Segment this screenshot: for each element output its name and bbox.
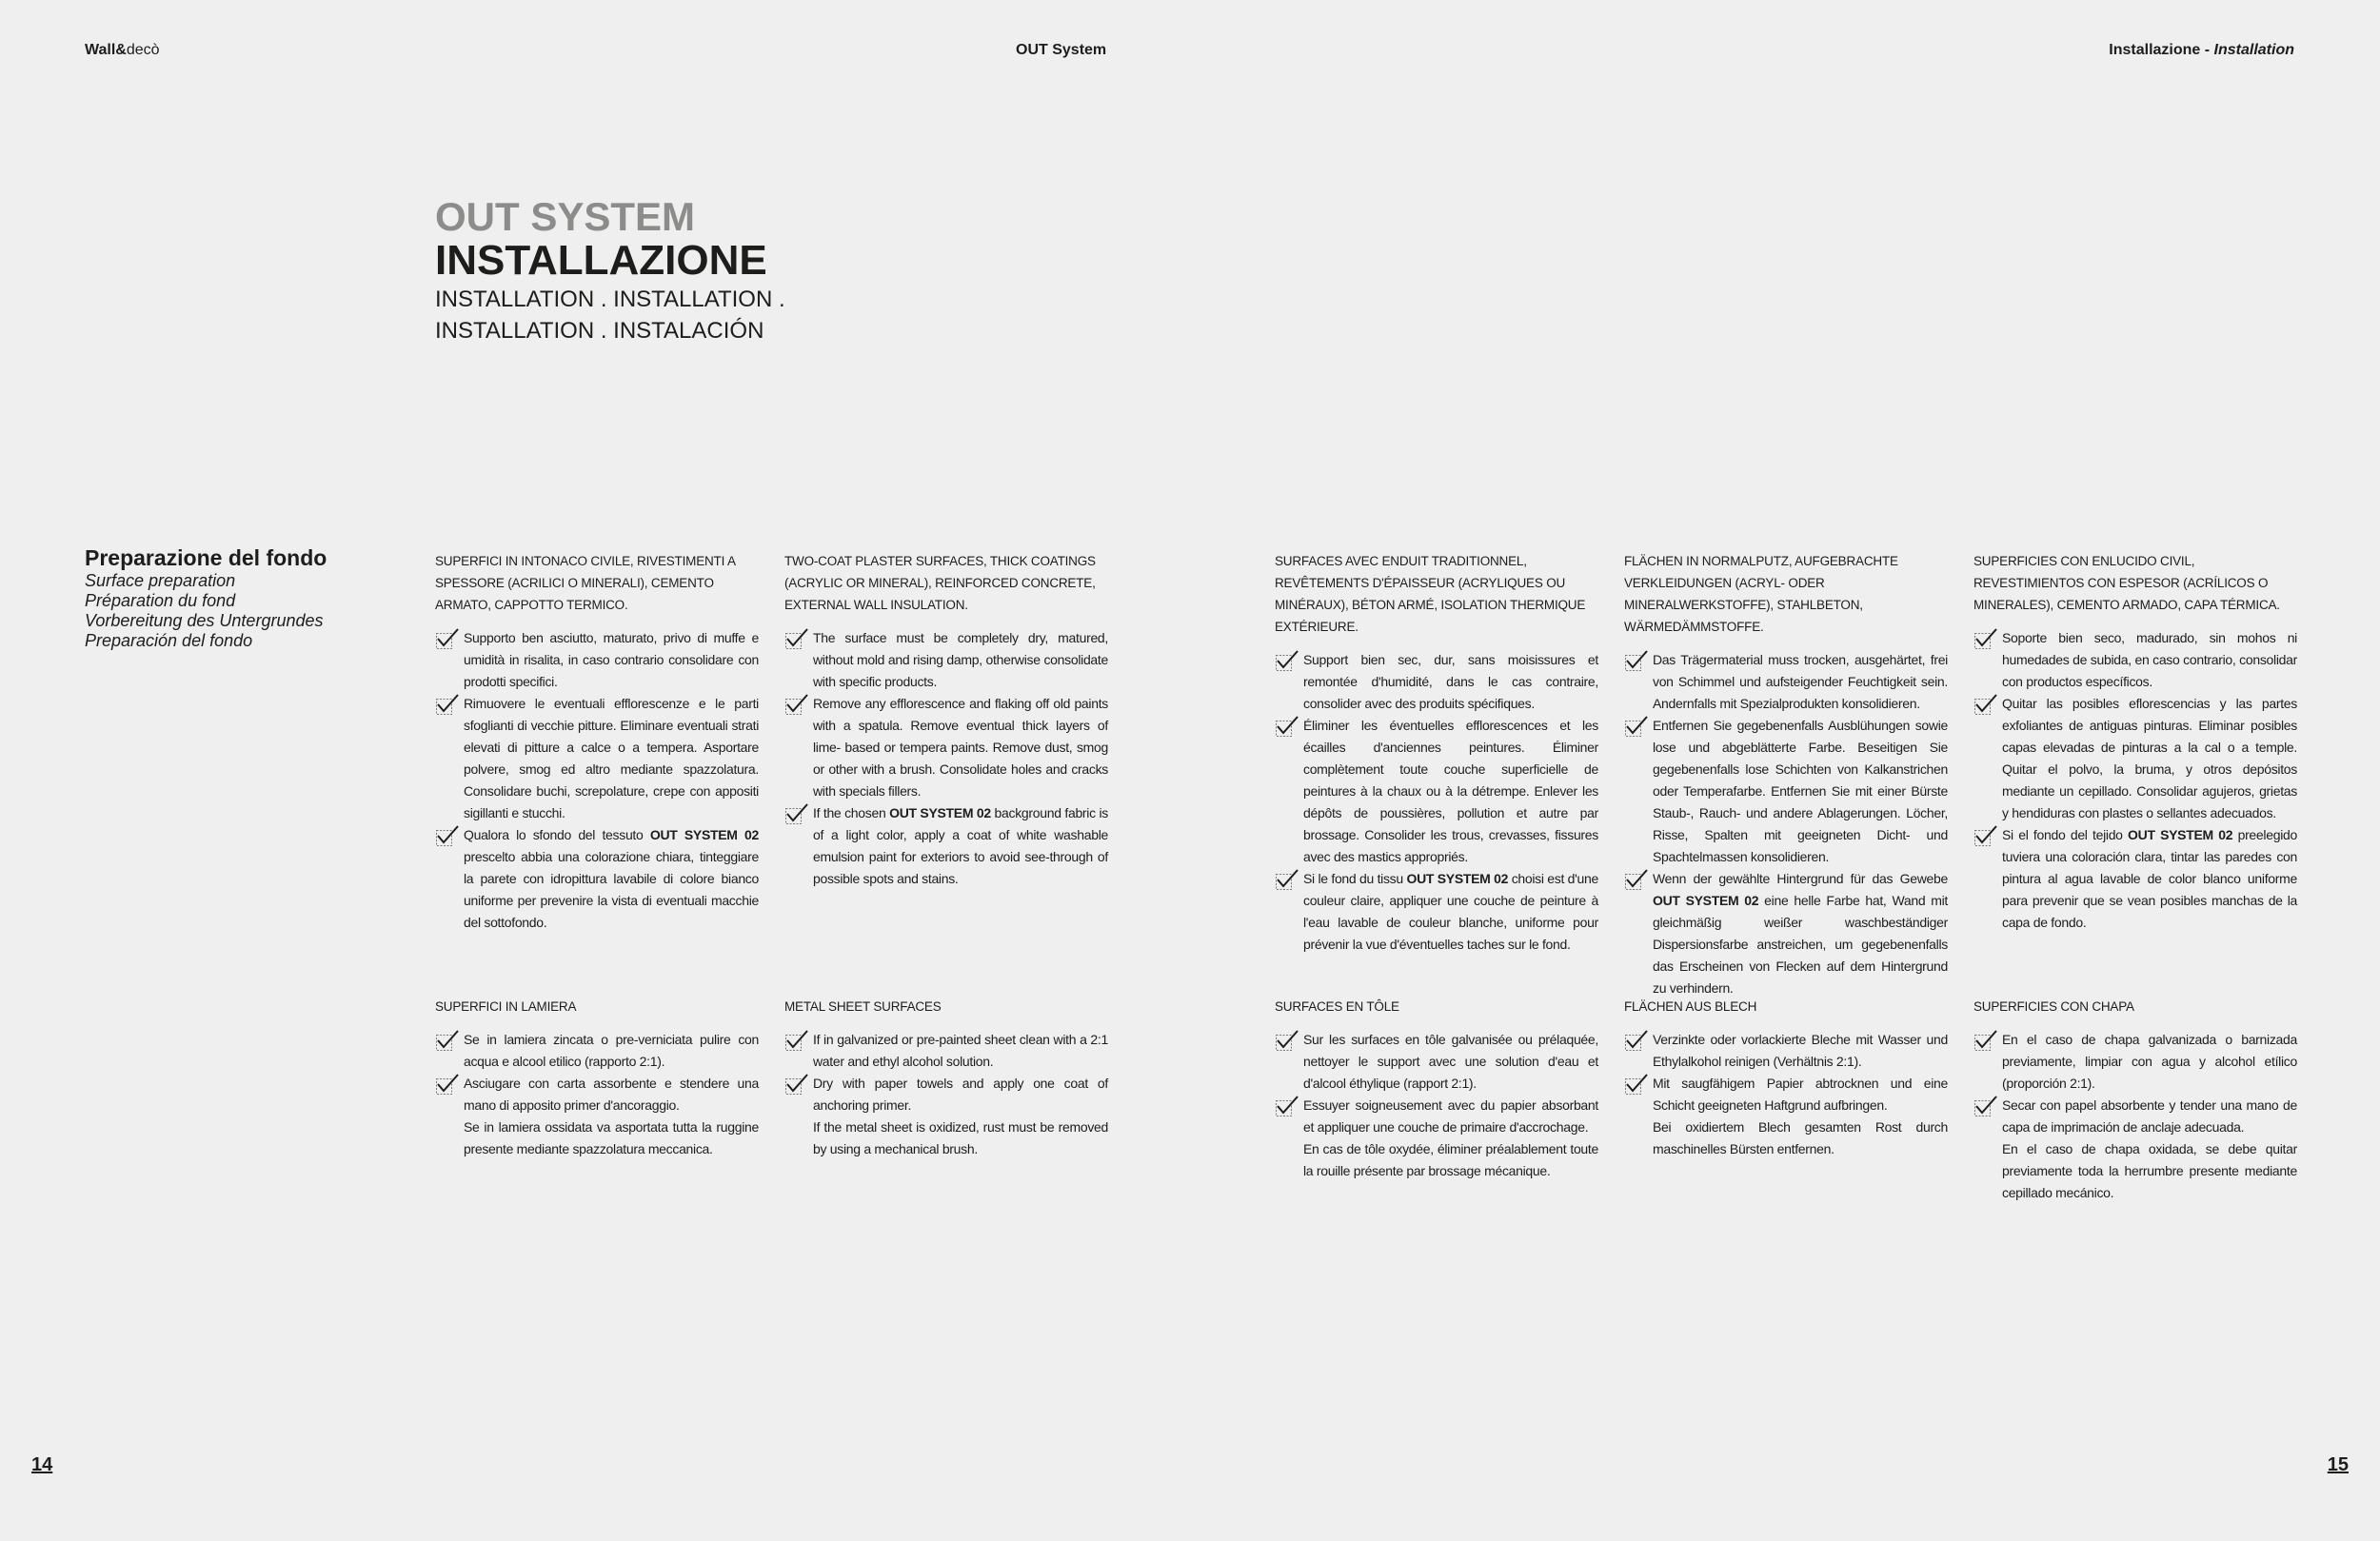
page-title: INSTALLAZIONE bbox=[435, 237, 767, 284]
checkbox-tick-icon bbox=[1973, 1095, 1998, 1117]
item-text: Secar con papel absorbente y tender una mano de capa de imprimación de anclaje adecuada. bbox=[2002, 1097, 2297, 1135]
page-number-right: 15 bbox=[2327, 1454, 2349, 1475]
checkbox-tick-icon bbox=[1275, 649, 1299, 672]
section-title: SURFACES AVEC ENDUIT TRADITIONNEL, REVÊTEMENTS D'ÉPAISSEUR (ACRYLIQUES OU MINÉRAUX), BÉTON ARMÉ, ISOLATION THERMIQUE EXTÉRIEURE. bbox=[1275, 554, 1586, 634]
checklist bbox=[1624, 649, 1948, 999]
column-de bbox=[1624, 550, 1948, 1156]
header-right-italic: Installation bbox=[2213, 42, 2294, 58]
title-block bbox=[435, 195, 785, 346]
section-metal bbox=[1973, 996, 2297, 1204]
section-title: TWO-COAT PLASTER SURFACES, THICK COATINGS (ACRYLIC OR MINERAL), REINFORCED CONCRETE, EXTERNAL WALL INSULATION. bbox=[784, 554, 1096, 612]
section-metal bbox=[435, 996, 759, 1160]
checkbox-tick-icon bbox=[1624, 1029, 1649, 1052]
section-title: FLÄCHEN IN NORMALPUTZ, AUFGEBRACHTE VERKLEIDUNGEN (ACRYL- ODER MINERALWERKSTOFFE), STAHLBETON, WÄRMEDÄMMSTOFFE. bbox=[1624, 554, 1898, 634]
checkbox-tick-icon bbox=[1624, 1073, 1649, 1096]
checkbox-tick-icon bbox=[435, 627, 460, 650]
side-item: Préparation du fond bbox=[85, 591, 236, 610]
product-name: OUT SYSTEM 02 bbox=[1406, 871, 1509, 886]
checkbox-tick-icon bbox=[1275, 715, 1299, 738]
list-item bbox=[1624, 1073, 1948, 1116]
product-name: OUT SYSTEM 02 bbox=[889, 805, 991, 820]
list-item bbox=[1624, 715, 1948, 868]
checkbox-tick-icon bbox=[435, 1073, 460, 1096]
list-item bbox=[1973, 627, 2297, 693]
checkbox-tick-icon bbox=[784, 627, 809, 650]
brand-bold: Wall& bbox=[85, 42, 127, 58]
list-item bbox=[435, 1116, 759, 1160]
title-sub-2: INSTALLATION . INSTALACIÓN bbox=[435, 318, 764, 344]
item-text: Wenn der gewählte Hintergrund für das Gewebe OUT SYSTEM 02 eine helle Farbe hat, Wand mit gleichmäßig weißer waschbeständiger Dispersionsfarbe anstreichen, um gegebenenfalls das Erscheinen von Flecken auf dem Hintergrund zu verhindern. bbox=[1653, 871, 1948, 996]
section-metal bbox=[1624, 996, 1948, 1160]
item-text: Sur les surfaces en tôle galvanisée ou prélaquée, nettoyer le support avec une solution d'eau et d'alcool éthylique (rapport 2:1). bbox=[1303, 1032, 1598, 1091]
list-item bbox=[1973, 693, 2297, 824]
column-it bbox=[435, 550, 759, 1156]
item-text: Si le fond du tissu OUT SYSTEM 02 choisi est d'une couleur claire, appliquer une couche de peinture à l'eau lavable de couleur blanche, uniforme pour prévenir la vue d'éventuelles taches sur le fond. bbox=[1303, 871, 1598, 952]
item-text: Éliminer les éventuelles efflorescences et les écailles d'anciennes peintures. Éliminer complètement toute couche superficielle de peintures à la chaux ou à la détrempe. Enlever les dépôts de poussières, pollution et autre par brossage. Consolider les trous, crevasses, fissures avec des mastics appropriés. bbox=[1303, 718, 1598, 864]
checkbox-tick-icon bbox=[1624, 649, 1649, 672]
page-number-left: 14 bbox=[31, 1454, 53, 1475]
checkbox-tick-icon bbox=[435, 693, 460, 716]
list-item bbox=[784, 1116, 1108, 1160]
list-item bbox=[435, 693, 759, 824]
item-text: Soporte bien seco, madurado, sin mohos ni humedades de subida, en caso contrario, consolidar con productos específicos. bbox=[2002, 630, 2297, 689]
checkbox-tick-icon bbox=[784, 1073, 809, 1096]
list-item bbox=[1275, 1138, 1598, 1182]
list-item bbox=[1973, 1095, 2297, 1138]
item-text: Rimuovere le eventuali efflorescenze e le parti sfoglianti di vecchie pitture. Eliminare eventuali strati elevati di pitture a calce o a tempera. Asportare polvere, smog ed altro mediante spazzolatura. Consolidare buchi, screpolature, crepe con appositi sigillanti e stucchi. bbox=[464, 696, 759, 820]
side-item: Vorbereitung des Untergrundes bbox=[85, 611, 324, 630]
list-item bbox=[1624, 649, 1948, 715]
section-title: SUPERFICIES CON ENLUCIDO CIVIL, REVESTIMIENTOS CON ESPESOR (ACRÍLICOS O MINERALES), CEMENTO ARMADO, CAPA TÉRMICA. bbox=[1973, 554, 2280, 612]
checkbox-tick-icon bbox=[1275, 1095, 1299, 1117]
section-title: SUPERFICI IN INTONACO CIVILE, RIVESTIMENTI A SPESSORE (ACRILICI O MINERALI), CEMENTO ARMATO, CAPPOTTO TERMICO. bbox=[435, 554, 736, 612]
header-center: OUT System bbox=[1016, 42, 1107, 58]
item-text: Asciugare con carta assorbente e stendere una mano di apposito primer d'ancoraggio. bbox=[464, 1076, 759, 1113]
section-title: SUPERFICI IN LAMIERA bbox=[435, 999, 577, 1014]
list-item bbox=[435, 1073, 759, 1116]
product-name: OUT SYSTEM 02 bbox=[1653, 893, 1759, 908]
checklist bbox=[1275, 649, 1598, 956]
column-es bbox=[1973, 550, 2297, 1200]
section-title: SUPERFICIES CON CHAPA bbox=[1973, 999, 2134, 1014]
item-text: Quitar las posibles eflorescencias y las partes exfoliantes de antiguas pinturas. Eliminar posibles capas elevadas de pinturas a la cal o a temple. Quitar el polvo, la bruma, y otros depósitos mediante un cepillado. Consolidar agujeros, grietas y hendiduras con plastes o sellantes adecuados. bbox=[2002, 696, 2297, 820]
checkbox-tick-icon bbox=[784, 693, 809, 716]
checklist bbox=[435, 627, 759, 934]
item-text: En el caso de chapa oxidada, se debe quitar previamente toda la herrumbre presente mediante cepillado mecánico. bbox=[2002, 1141, 2297, 1200]
checkbox-tick-icon bbox=[435, 824, 460, 847]
list-item bbox=[784, 627, 1108, 693]
checkbox-tick-icon bbox=[1973, 693, 1998, 716]
list-item bbox=[1973, 824, 2297, 934]
checklist bbox=[1624, 1029, 1948, 1160]
item-text: Si el fondo del tejido OUT SYSTEM 02 preelegido tuviera una coloración clara, tintar las paredes con pintura al agua lavable de color blanco uniforme para prevenir que se vean posibles manchas de la capa de fondo. bbox=[2002, 827, 2297, 930]
checkbox-tick-icon bbox=[1624, 868, 1649, 891]
list-item bbox=[1624, 1029, 1948, 1073]
checklist bbox=[784, 1029, 1108, 1160]
side-item: Preparación del fondo bbox=[85, 631, 253, 650]
list-item bbox=[1275, 1029, 1598, 1095]
item-text: Bei oxidiertem Blech gesamten Rost durch maschinelles Bürsten entfernen. bbox=[1653, 1119, 1948, 1156]
checkbox-tick-icon bbox=[1973, 1029, 1998, 1052]
item-text: If the chosen OUT SYSTEM 02 background fabric is of a light color, apply a coat of white washable emulsion paint for exteriors to avoid see-through of possible spots and stains. bbox=[813, 805, 1108, 886]
checkbox-tick-icon bbox=[1275, 868, 1299, 891]
list-item bbox=[1624, 868, 1948, 999]
column-en bbox=[784, 550, 1108, 1156]
header-right-plain: Installazione - bbox=[2109, 42, 2214, 58]
checkbox-tick-icon bbox=[1973, 627, 1998, 650]
product-name: OUT SYSTEM 02 bbox=[649, 827, 759, 842]
item-text: Entfernen Sie gegebenenfalls Ausblühungen sowie lose und abgeblätterte Farbe. Beseitigen Sie gegebenenfalls lose Schichten von Kalkanstrichen oder Temperafarbe. Entfernen Sie mit einer Bürste Staub-, Rauch- und andere Ablagerungen. Löcher, Risse, Spalten mit geeigneten Dicht- und Spachtelmassen konsolidieren. bbox=[1653, 718, 1948, 864]
item-text: The surface must be completely dry, matured, without mold and rising damp, otherwise consolidate with specific products. bbox=[813, 630, 1108, 689]
item-text: If the metal sheet is oxidized, rust must be removed by using a mechanical brush. bbox=[813, 1119, 1108, 1156]
product-name: OUT SYSTEM 02 bbox=[2128, 827, 2233, 842]
header-right bbox=[2109, 42, 2294, 59]
list-item bbox=[1275, 715, 1598, 868]
item-text: Supporto ben asciutto, maturato, privo di muffe e umidità in risalita, in caso contrario consolidare con prodotti specifici. bbox=[464, 630, 759, 689]
list-item bbox=[435, 824, 759, 934]
section-title: SURFACES EN TÔLE bbox=[1275, 999, 1399, 1014]
checklist bbox=[1973, 1029, 2297, 1204]
section-title: METAL SHEET SURFACES bbox=[784, 999, 942, 1014]
column-fr bbox=[1275, 550, 1598, 1178]
list-item bbox=[784, 802, 1108, 890]
section-title: FLÄCHEN AUS BLECH bbox=[1624, 999, 1757, 1014]
brand-logo bbox=[85, 42, 160, 59]
list-item bbox=[1275, 649, 1598, 715]
item-text: Se in lamiera zincata o pre-verniciata pulire con acqua e alcool etilico (rapporto 2:1). bbox=[464, 1032, 759, 1069]
side-heading bbox=[85, 544, 327, 651]
item-text: Support bien sec, dur, sans moisissures et remontée d'humidité, dans le cas contraire, consolider avec des produits spécifiques. bbox=[1303, 652, 1598, 711]
list-item bbox=[435, 1029, 759, 1073]
list-item bbox=[435, 627, 759, 693]
item-text: Mit saugfähigem Papier abtrocknen und eine Schicht geeigneten Haftgrund aufbringen. bbox=[1653, 1076, 1948, 1113]
item-text: En cas de tôle oxydée, éliminer préalablement toute la rouille présente par brossage mécanique. bbox=[1303, 1141, 1598, 1178]
title-sub-1: INSTALLATION . INSTALLATION . bbox=[435, 286, 785, 312]
checkbox-tick-icon bbox=[1624, 715, 1649, 738]
title-grey: OUT SYSTEM bbox=[435, 194, 696, 239]
checklist bbox=[435, 1029, 759, 1160]
checklist bbox=[1275, 1029, 1598, 1182]
item-text: If in galvanized or pre-painted sheet clean with a 2:1 water and ethyl alcohol solution. bbox=[813, 1032, 1108, 1069]
list-item bbox=[1973, 1138, 2297, 1204]
item-text: Se in lamiera ossidata va asportata tutta la ruggine presente mediante spazzolatura meccanica. bbox=[464, 1119, 759, 1156]
list-item bbox=[784, 693, 1108, 802]
checkbox-tick-icon bbox=[435, 1029, 460, 1052]
checkbox-tick-icon bbox=[1973, 824, 1998, 847]
item-text: En el caso de chapa galvanizada o barnizada previamente, limpiar con agua y alcohol etílico (proporción 2:1). bbox=[2002, 1032, 2297, 1091]
list-item bbox=[1624, 1116, 1948, 1160]
list-item bbox=[784, 1073, 1108, 1116]
side-title: Preparazione del fondo bbox=[85, 545, 327, 570]
checkbox-tick-icon bbox=[784, 802, 809, 825]
item-text: Dry with paper towels and apply one coat of anchoring primer. bbox=[813, 1076, 1108, 1113]
section-metal bbox=[784, 996, 1108, 1160]
checkbox-tick-icon bbox=[1275, 1029, 1299, 1052]
checklist bbox=[784, 627, 1108, 890]
section-metal bbox=[1275, 996, 1598, 1182]
item-text: Qualora lo sfondo del tessuto OUT SYSTEM 02 prescelto abbia una colorazione chiara, tinteggiare la parete con idropittura lavabile di colore bianco uniforme per prevenire la vista di eventuali macchie del sottofondo. bbox=[464, 827, 759, 930]
brand-light: decò bbox=[126, 42, 160, 58]
list-item bbox=[1275, 868, 1598, 956]
checkbox-tick-icon bbox=[784, 1029, 809, 1052]
item-text: Remove any efflorescence and flaking off old paints with a spatula. Remove eventual thick layers of lime- based or tempera paints. Remove dust, smog or other with a brush. Consolidate holes and cracks with specials fillers. bbox=[813, 696, 1108, 799]
item-text: Das Trägermaterial muss trocken, ausgehärtet, frei von Schimmel und aufsteigender Feuchtigkeit sein. Andernfalls mit Spezialprodukten konsolidieren. bbox=[1653, 652, 1948, 711]
item-text: Essuyer soigneusement avec du papier absorbant et appliquer une couche de primaire d'accrochage. bbox=[1303, 1097, 1598, 1135]
item-text: Verzinkte oder vorlackierte Bleche mit Wasser und Ethylalkohol reinigen (Verhältnis 2:1). bbox=[1653, 1032, 1948, 1069]
list-item bbox=[1973, 1029, 2297, 1095]
list-item bbox=[1275, 1095, 1598, 1138]
list-item bbox=[784, 1029, 1108, 1073]
side-item: Surface preparation bbox=[85, 571, 236, 590]
checklist bbox=[1973, 627, 2297, 934]
